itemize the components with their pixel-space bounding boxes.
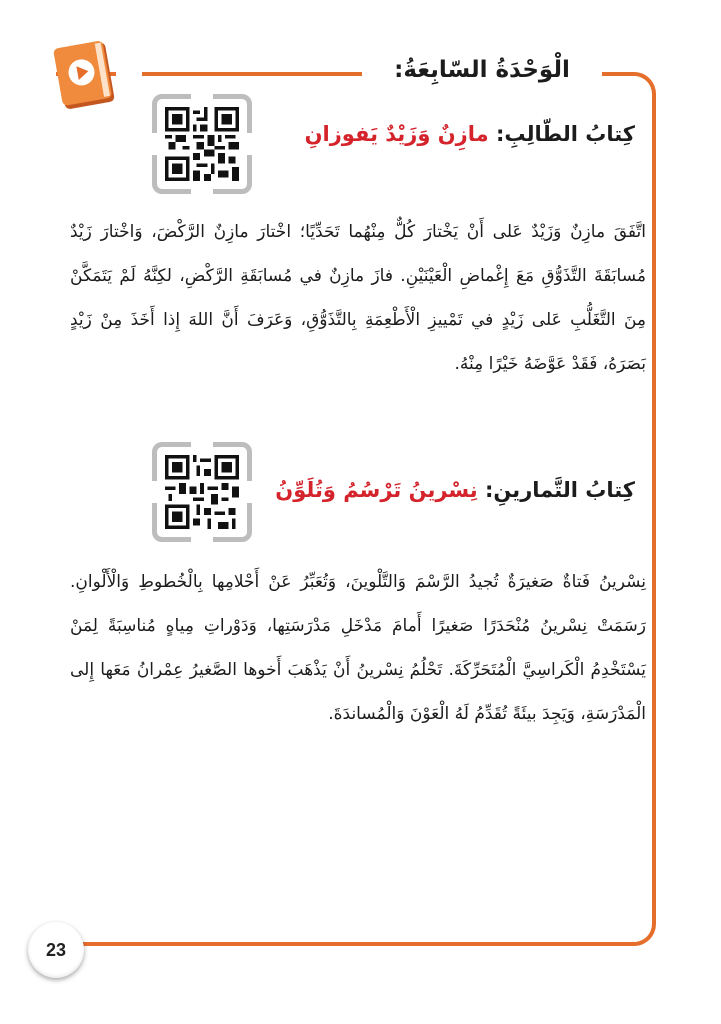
student-book-heading: [305, 122, 635, 146]
exercises-book-label: كِتابُ التَّمارينِ:: [477, 478, 635, 502]
qr-code-icon[interactable]: [152, 442, 252, 542]
student-book-story-title: مازِنٌ وَزَيْدٌ يَفوزانِ: [304, 122, 489, 146]
qr-code-icon[interactable]: [152, 94, 252, 194]
unit-title: الْوَحْدَةُ السّابِعَةُ:: [394, 57, 570, 83]
exercises-book-paragraph: نِسْرينُ فَتاةٌ صَغيرَةٌ تُجيدُ الرَّسْمَ وَالتَّلْوينَ، وَتُعَبِّرُ عَنْ أَحْلامِها بِالْخُطوطِ وَالْأَلْوانِ. رَسَمَتْ نِسْرينُ مُنْحَدَرًا صَغيرًا أَمامَ مَدْخَلِ مَدْرَسَتِها، وَدَوْراتِ مِياهٍ مُناسِبَةً لِمَنْ يَسْتَخْدِمُ الْكَراسِيَّ الْمُتَحَرِّكَةَ. تَحْلُمُ نِسْرينُ أَنْ يَذْهَبَ أَخوها الصَّغيرُ عِمْرانُ مَعَها إِلى الْمَدْرَسَةِ، وَيَجِدَ بيئَةً تُقَدِّمُ لَهُ الْعَوْنَ وَالْمُساندَةَ.: [70, 572, 646, 724]
student-book-paragraph: اتَّفَقَ مازِنٌ وَزَيْدٌ عَلى أَنْ يَخْتارَ كُلٌّ مِنْهُما تَحَدِّيًا؛ اخْتارَ مازِنٌ الرَّكْضَ، وَاخْتارَ زَيْدٌ مُسابَقَةَ التَّذَوُّقِ مَعَ إِغْماضِ الْعَيْنَيْنِ. فازَ مازِنٌ في مُسابَقَةِ الرَّكْضِ، لكِنَّهُ لَمْ يَتَمَكَّنْ مِنَ التَّغَلُّبِ عَلى زَيْدٍ في تَمْييزِ الْأَطْعِمَةِ بِالتَّذَوُّقِ، وَعَرَفَ أَنَّ اللهَ إِذا أَخَذَ مِنْ زَيْدٍ بَصَرَهُ، فَقَدْ عَوَّضَهُ خَيْرًا مِنْهُ.: [70, 222, 646, 374]
exercises-book-heading: [275, 478, 635, 502]
student-book-label: كِتابُ الطّالِبِ:: [488, 122, 635, 146]
exercises-book-story-title: نِسْرينُ تَرْسُمُ وَتُلَوِّنُ: [275, 478, 478, 502]
page-frame: [56, 72, 656, 946]
page-number: 23: [45, 939, 67, 960]
page-number-badge: [28, 922, 84, 978]
book-play-icon[interactable]: [46, 36, 122, 114]
